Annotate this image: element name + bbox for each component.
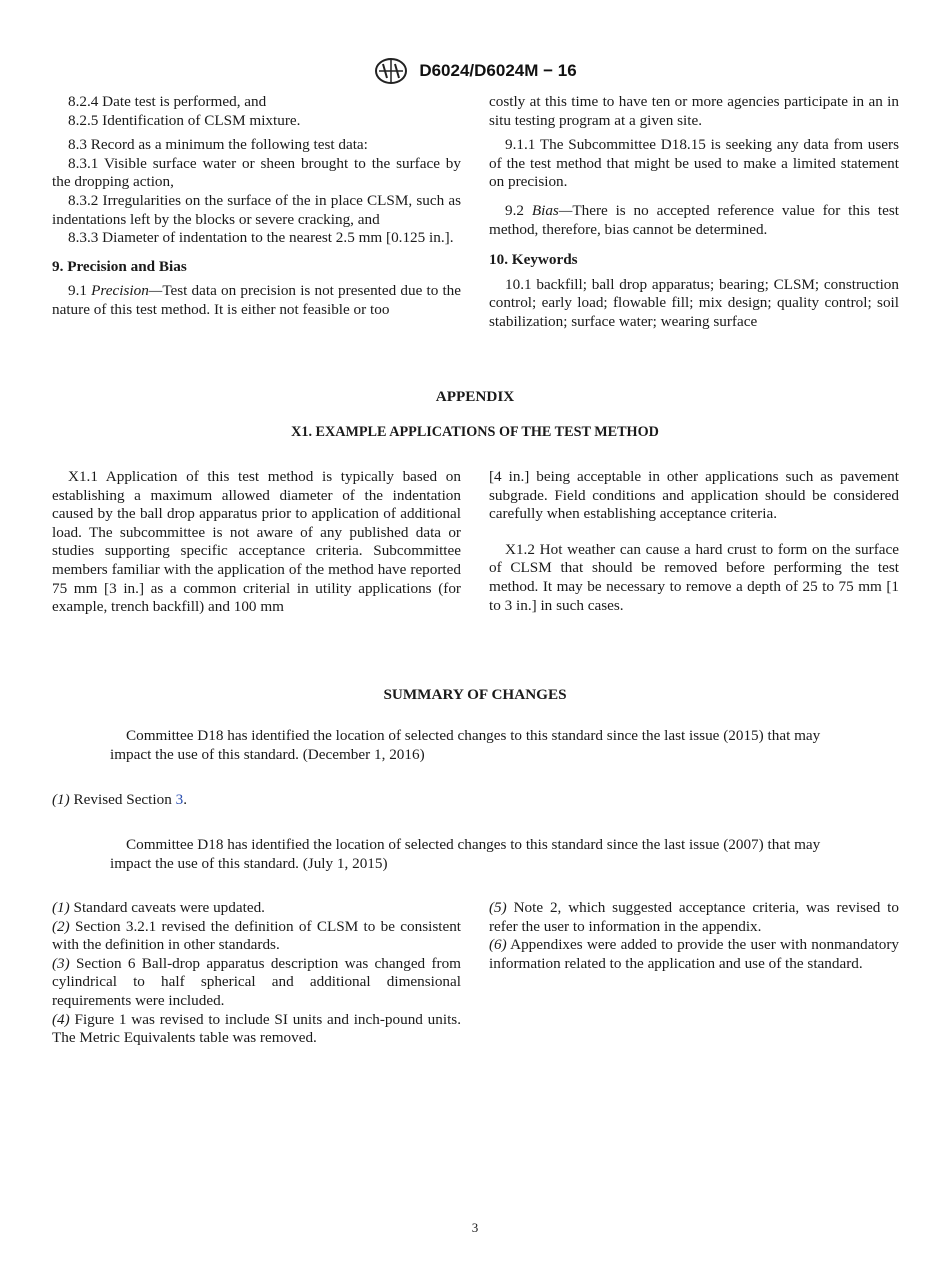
summary-left-column — [52, 899, 461, 1048]
document-code: D6024/D6024M − 16 — [419, 61, 577, 80]
appendix-subtitle: X1. EXAMPLE APPLICATIONS OF THE TEST METHOD — [291, 424, 659, 440]
page-header — [0, 56, 950, 86]
para-8-3-3: 8.3.3 Diameter of indentation to the nearest 2.5 mm [0.125 in.]. — [68, 229, 454, 247]
summary-item: (3) Section 6 Ball-drop apparatus description was changed from cylindrical to half spherical and additional dimensional requirements were included. — [52, 954, 461, 1009]
top-right-column — [489, 93, 899, 332]
para-x1-2: X1.2 Hot weather can cause a hard crust to form on the surface of CLSM that should be removed before performing the test method. It may be necessary to remove a depth of 25 to 75 mm [1 to 3 in.] in such cases. — [489, 540, 899, 614]
section-10-heading: 10. Keywords — [489, 251, 578, 269]
summary-intro-2016: Committee D18 has identified the location of selected changes to this standard since the last issue (2015) that may impact the use of this standard. (December 1, 2016) — [110, 727, 821, 763]
summary-item-2016-1: (1) Revised Section 3. — [52, 791, 187, 808]
summary-right-column — [489, 899, 899, 973]
top-left-column — [52, 93, 461, 320]
para-9-1-1: 9.1.1 The Subcommittee D18.15 is seeking any data from users of the test method that might be used to make a limited statement on precision. — [489, 136, 899, 191]
summary-item: (4) Figure 1 was revised to include SI units and inch-pound units. The Metric Equivalents table was removed. — [52, 1010, 461, 1047]
summary-item: (2) Section 3.2.1 revised the definition of CLSM to be consistent with the definition in other standards. — [52, 917, 462, 954]
para-10-1: 10.1 backfill; ball drop apparatus; bearing; CLSM; construction control; early load; flowable fill; mix design; quality control; soil stabilization; surface water; wearing surface — [489, 275, 899, 330]
para-x1-1-cont: [4 in.] being acceptable in other applications such as pavement subgrade. Field conditions and application should be considered carefully when establishing acceptance criteria. — [489, 468, 899, 523]
section-9-heading: 9. Precision and Bias — [52, 257, 187, 275]
para-8-2-4: 8.2.4 Date test is performed, and — [68, 93, 267, 110]
summary-intro-2015: Committee D18 has identified the location of selected changes to this standard since the last issue (2007) that may impact the use of this standard. (July 1, 2015) — [110, 836, 821, 872]
appendix-right-column — [489, 468, 899, 615]
para-9-1: 9.1 Precision—Test data on precision is not presented due to the nature of this test method. It is either not feasible or too — [52, 282, 462, 318]
summary-item: (5) Note 2, which suggested acceptance criteria, was revised to refer the user to information in the appendix. — [489, 899, 900, 935]
para-x1-1: X1.1 Application of this test method is typically based on establishing a maximum allowed diameter of the indentation caused by the ball drop apparatus prior to application of additional load. The subcommittee is not aware of any published data or studies supporting specific acceptance criteria. Subcommittee members familiar with the application of the method have reported 75 mm [3 in.] as a common criterial in utility applications (for example, trench backfill) and 100 mm — [52, 468, 461, 616]
page-number: 3 — [471, 1220, 479, 1235]
para-8-3-2: 8.3.2 Irregularities on the surface of the in place CLSM, such as indentations left by the blocks or severe cracking, and — [52, 191, 461, 228]
para-9-1-cont: costly at this time to have ten or more agencies participate in an in situ testing program at a given site. — [489, 93, 899, 129]
summary-title: SUMMARY OF CHANGES — [383, 686, 567, 703]
summary-item: (6) Appendixes were added to provide the user with nonmandatory information related to the application and use of the standard. — [489, 936, 899, 972]
astm-logo-icon — [373, 56, 409, 86]
appendix-title: APPENDIX — [435, 388, 515, 405]
appendix-left-column — [52, 468, 461, 617]
para-8-3-1: 8.3.1 Visible surface water or sheen brought to the surface by the dropping action, — [52, 154, 461, 191]
summary-item: (1) Standard caveats were updated. — [52, 899, 265, 916]
para-8-2-5: 8.2.5 Identification of CLSM mixture. — [68, 111, 301, 129]
section-3-link[interactable]: 3 — [175, 791, 184, 808]
para-8-3: 8.3 Record as a minimum the following test data: — [68, 136, 368, 154]
para-9-2: 9.2 Bias—There is no accepted reference value for this test method, therefore, bias cannot be determined. — [489, 201, 899, 238]
